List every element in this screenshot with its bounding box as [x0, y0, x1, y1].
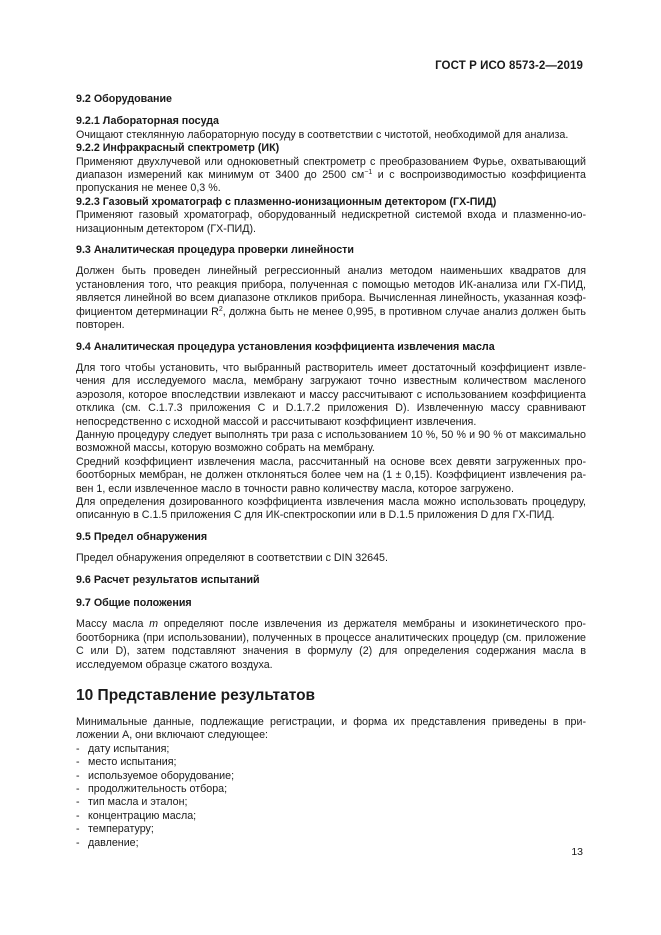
section-9-3-text-b: , должна быть не менее 0,995, в противном случае анализ должен быть повторен.: [76, 305, 586, 332]
section-9-7-heading: 9.7 Общие положения: [76, 597, 192, 609]
section-9-2-2-heading: 9.2.2 Инфракрасный спектрометр (ИК): [76, 142, 280, 155]
section-9-2-heading: 9.2 Оборудование: [76, 93, 172, 105]
section-9-2-1-text: Очищают стеклянную лабораторную посуду в соответствии с чистотой, необходимой для анализа.: [76, 128, 569, 141]
section-9-7-text: [76, 618, 586, 672]
document-header-standard-id: ГОСТ Р ИСО 8573-2—2019: [435, 60, 583, 72]
section-9-5-text: Предел обнаружения определяют в соответствии с DIN 32645.: [76, 552, 388, 565]
results-list: [76, 743, 586, 850]
list-item: - дату испытания;: [76, 743, 586, 756]
list-item: - тип масла и эталон;: [76, 796, 586, 809]
section-9-4-paragraph-2: Данную процедуру следует выполнять три раза с использованием 10 %, 50 % и 90 % от максимально возможной массы, которую возможно собрать на мембрану.: [76, 428, 586, 455]
section-9-3-text-a: Должен быть проведен линейный регрессионный анализ методом наименьших квадратов для установления того, что реакция прибора, полученная с помощью методов ИК-анализа или ГХ-ПИД, является линейной во всем диапазоне откликов прибора. Вычисленная линейность, указанная коэффициентом детерминации R: [76, 265, 586, 318]
r-squared-exponent: 2: [218, 305, 223, 313]
section-9-7-text-a: Массу масла: [76, 618, 150, 631]
section-9-2-2-text-b: и с воспроизводимостью коэффициента пропускания не менее 0,3 %.: [76, 169, 586, 195]
list-item: - используемое оборудование;: [76, 770, 586, 783]
page-number: 13: [571, 846, 583, 858]
section-9-7-text-b: определяют после извлечения из держателя мембраны и изокинетического пробоотборника (при использовании), полученных в процессе аналитических процедур (см. приложение С или D), затем подставляют значения в формулу (2) для определения содержания масла в исследуемом образце сжатого воздуха.: [76, 618, 586, 671]
section-9-3-text: [76, 265, 586, 332]
section-9-2-2-text: [76, 156, 586, 196]
document-body: [76, 93, 586, 850]
mass-variable: m: [149, 618, 159, 631]
wavenumber-exponent: −1: [364, 169, 373, 177]
list-item: - место испытания;: [76, 756, 586, 769]
list-item: - температуру;: [76, 823, 586, 836]
list-item: - концентрацию масла;: [76, 810, 586, 823]
section-9-2-3-text: Применяют газовый хроматограф, оборудованный недискретной системой входа и плазменно-ионизационным детектором (ГХ-ПИД).: [76, 209, 586, 235]
list-item: - продолжительность отбора;: [76, 783, 586, 796]
section-10-heading: 10 Представление результатов: [76, 687, 316, 705]
section-9-2-3-heading: 9.2.3 Газовый хроматограф с плазменно-ионизационным детектором (ГХ-ПИД): [76, 195, 497, 208]
section-9-6-heading: 9.6 Расчет результатов испытаний: [76, 573, 260, 586]
list-item: - давление;: [76, 837, 586, 850]
section-9-5-heading: 9.5 Предел обнаружения: [76, 530, 208, 543]
section-9-4-paragraph-4: Для определения дозированного коэффициента извлечения масла можно использовать процедуру, описанную в С.1.5 приложения С для ИК-спектроскопии или в D.1.5 приложения D для ГХ-ПИД.: [76, 495, 586, 522]
section-10-intro: Минимальные данные, подлежащие регистрации, и форма их представления приведены в приложении А, они включают следующее:: [76, 716, 586, 742]
section-9-4-paragraph-1: Для того чтобы установить, что выбранный растворитель имеет достаточный коэффициент извлечения для исследуемого масла, мембрану загружают точно известным количеством масленого аэрозоля, которое впоследствии извлекают и массу рассчитывают с использованием коэффициента отклика (см. С.1.7.3 приложения С и D.1.7.2 приложения D). Извлеченную массу сравнивают непосредственно с исходной массой и рассчитывают коэффициент извлечения.: [76, 361, 586, 428]
section-9-3-heading: 9.3 Аналитическая процедура проверки линейности: [76, 244, 354, 257]
section-9-2-2-text-a: Применяют двухлучевой или однокюветный спектрометр с преобразованием Фурье, охватывающий диапазон измерений как минимум от 3400 до 2500 см: [76, 155, 586, 182]
section-9-2-1-heading: 9.2.1 Лабораторная посуда: [76, 115, 219, 128]
section-9-4-heading: 9.4 Аналитическая процедура установления коэффициента извлечения масла: [76, 340, 495, 353]
section-9-4-paragraph-3: Средний коэффициент извлечения масла, рассчитанный на основе всех девяти загруженных пробоотборных мембран, не должен отклоняться более чем на (1 ± 0,15). Коэффициент извлечения равен 1, если извлеченное масло в точности равно количеству масла, которое загружено.: [76, 455, 586, 495]
